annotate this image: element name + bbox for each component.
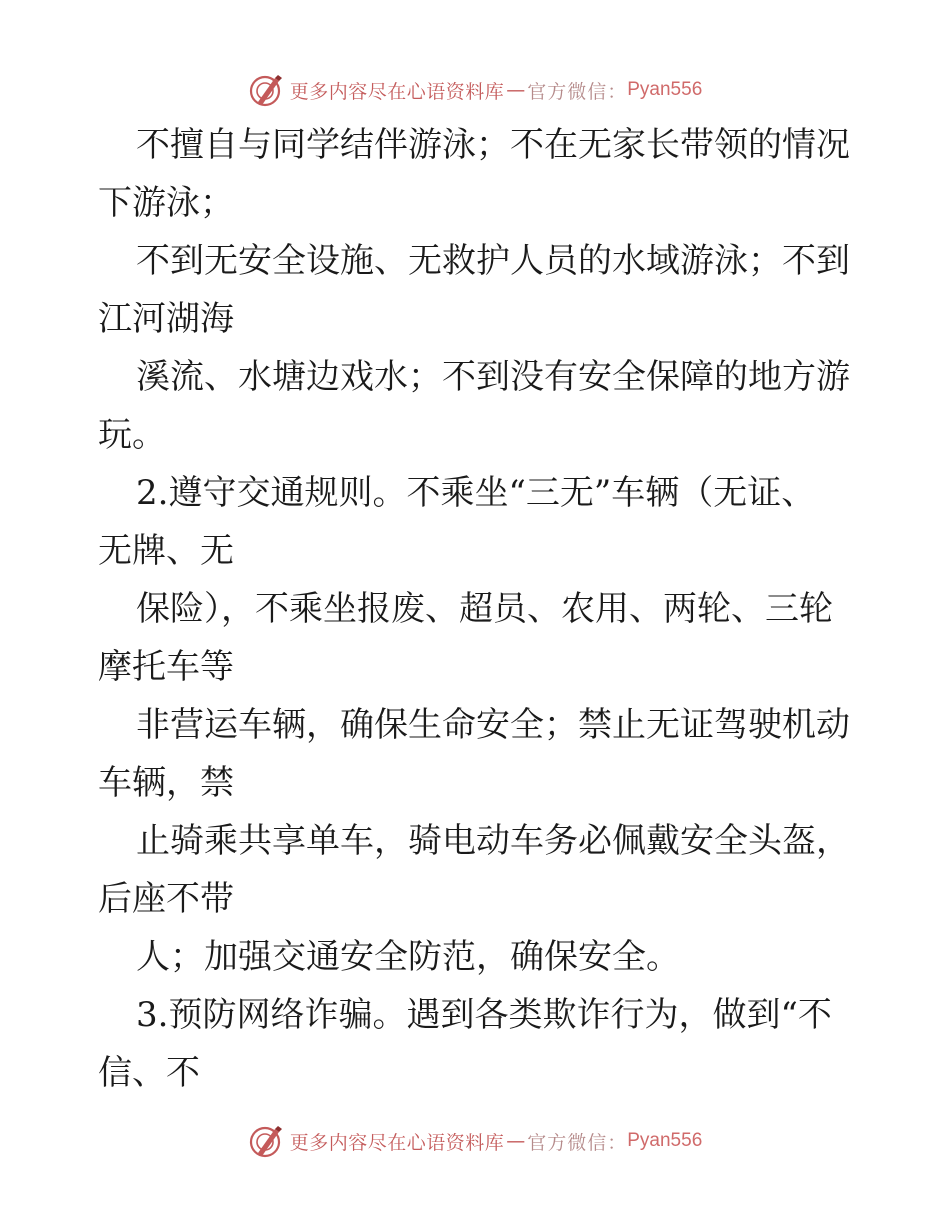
- pen-circle-logo-icon: [248, 1123, 284, 1159]
- footer-wechat-label: 官方微信：: [527, 1131, 628, 1154]
- footer-brand-text: 更多内容尽在心语资料库: [289, 1131, 505, 1154]
- footer-dash: —: [506, 1130, 526, 1152]
- body-line: 人；加强交通安全防范，确保安全。: [136, 937, 680, 977]
- body-line: 后座不带: [98, 879, 234, 919]
- body-line: 玩。: [98, 415, 166, 455]
- body-line: 摩托车等: [98, 647, 234, 687]
- body-line: 江河湖海: [98, 299, 234, 339]
- header-brand-text: 更多内容尽在心语资料库: [289, 80, 505, 103]
- header-dash: —: [506, 79, 526, 101]
- body-line: 不擅自与同学结伴游泳；不在无家长带领的情况: [136, 125, 850, 165]
- body-line: 2.遵守交通规则。不乘坐“三无”车辆（无证、: [136, 473, 816, 513]
- body-line: 止骑乘共享单车，骑电动车务必佩戴安全头盔，: [136, 821, 850, 861]
- document-body: [98, 116, 858, 1102]
- body-line: 无牌、无: [98, 531, 234, 571]
- header-banner: [0, 72, 950, 108]
- body-line: 3.预防网络诈骗。遇到各类欺诈行为，做到“不: [136, 995, 832, 1035]
- footer-banner: [0, 1123, 950, 1159]
- body-line: 车辆，禁: [98, 763, 234, 803]
- footer-wechat-handle: Pyan556: [627, 1130, 703, 1151]
- header-wechat-handle: Pyan556: [627, 79, 703, 100]
- body-line: 信、不: [98, 1053, 200, 1093]
- body-line: 保险），不乘坐报废、超员、农用、两轮、三轮: [136, 589, 833, 629]
- body-line: 不到无安全设施、无救护人员的水域游泳；不到: [136, 241, 850, 281]
- body-line: 非营运车辆，确保生命安全；禁止无证驾驶机动: [136, 705, 850, 745]
- body-line: 溪流、水塘边戏水；不到没有安全保障的地方游: [136, 357, 850, 397]
- body-line: 下游泳；: [98, 183, 234, 223]
- pen-circle-logo-icon: [248, 72, 284, 108]
- header-wechat-label: 官方微信：: [527, 80, 628, 103]
